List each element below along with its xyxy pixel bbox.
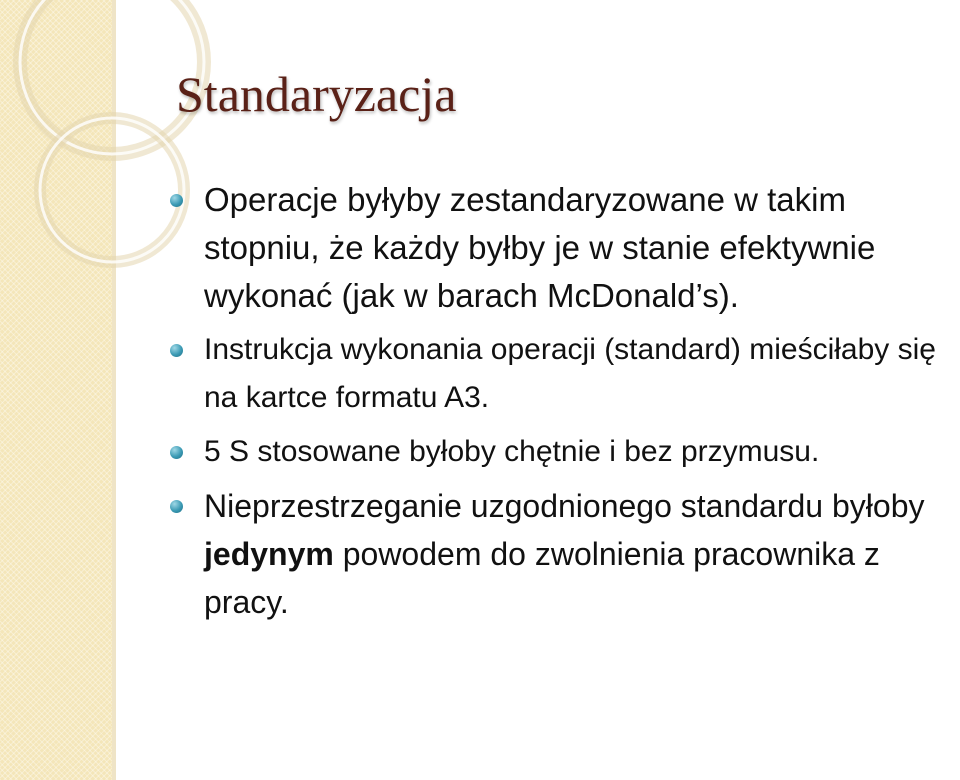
bullet-text-after: powodem do zwolnienia pracownika z pracy. [204,536,880,620]
bullet-text-before: Nieprzestrzeganie uzgodnionego standardu byłoby [204,488,925,524]
bullet-text-emphasis: jedynym [204,536,334,572]
bullet-text: Operacje byłyby zestandaryzowane w takim stopniu, że każdy byłby je w stanie efektywnie wykonać (jak w barach McDonald’s). [204,181,876,314]
bullet-item [170,176,958,320]
bullet-list [170,176,958,626]
slide-title: Standaryzacja [176,66,457,122]
bullet-dot-icon [170,194,183,207]
bullet-dot-icon [170,446,183,459]
decorative-ring-small-highlight [40,118,184,262]
bullet-text: 5 S stosowane byłoby chętnie i bez przymusu. [204,435,820,468]
bullet-text: Instrukcja wykonania operacji (standard) mieściłaby się na kartce formatu A3. [204,333,936,414]
bullet-item [170,428,958,476]
bullet-item [170,326,958,422]
bullet-dot-icon [170,500,183,513]
bullet-item [170,482,958,626]
bullet-dot-icon [170,344,183,357]
